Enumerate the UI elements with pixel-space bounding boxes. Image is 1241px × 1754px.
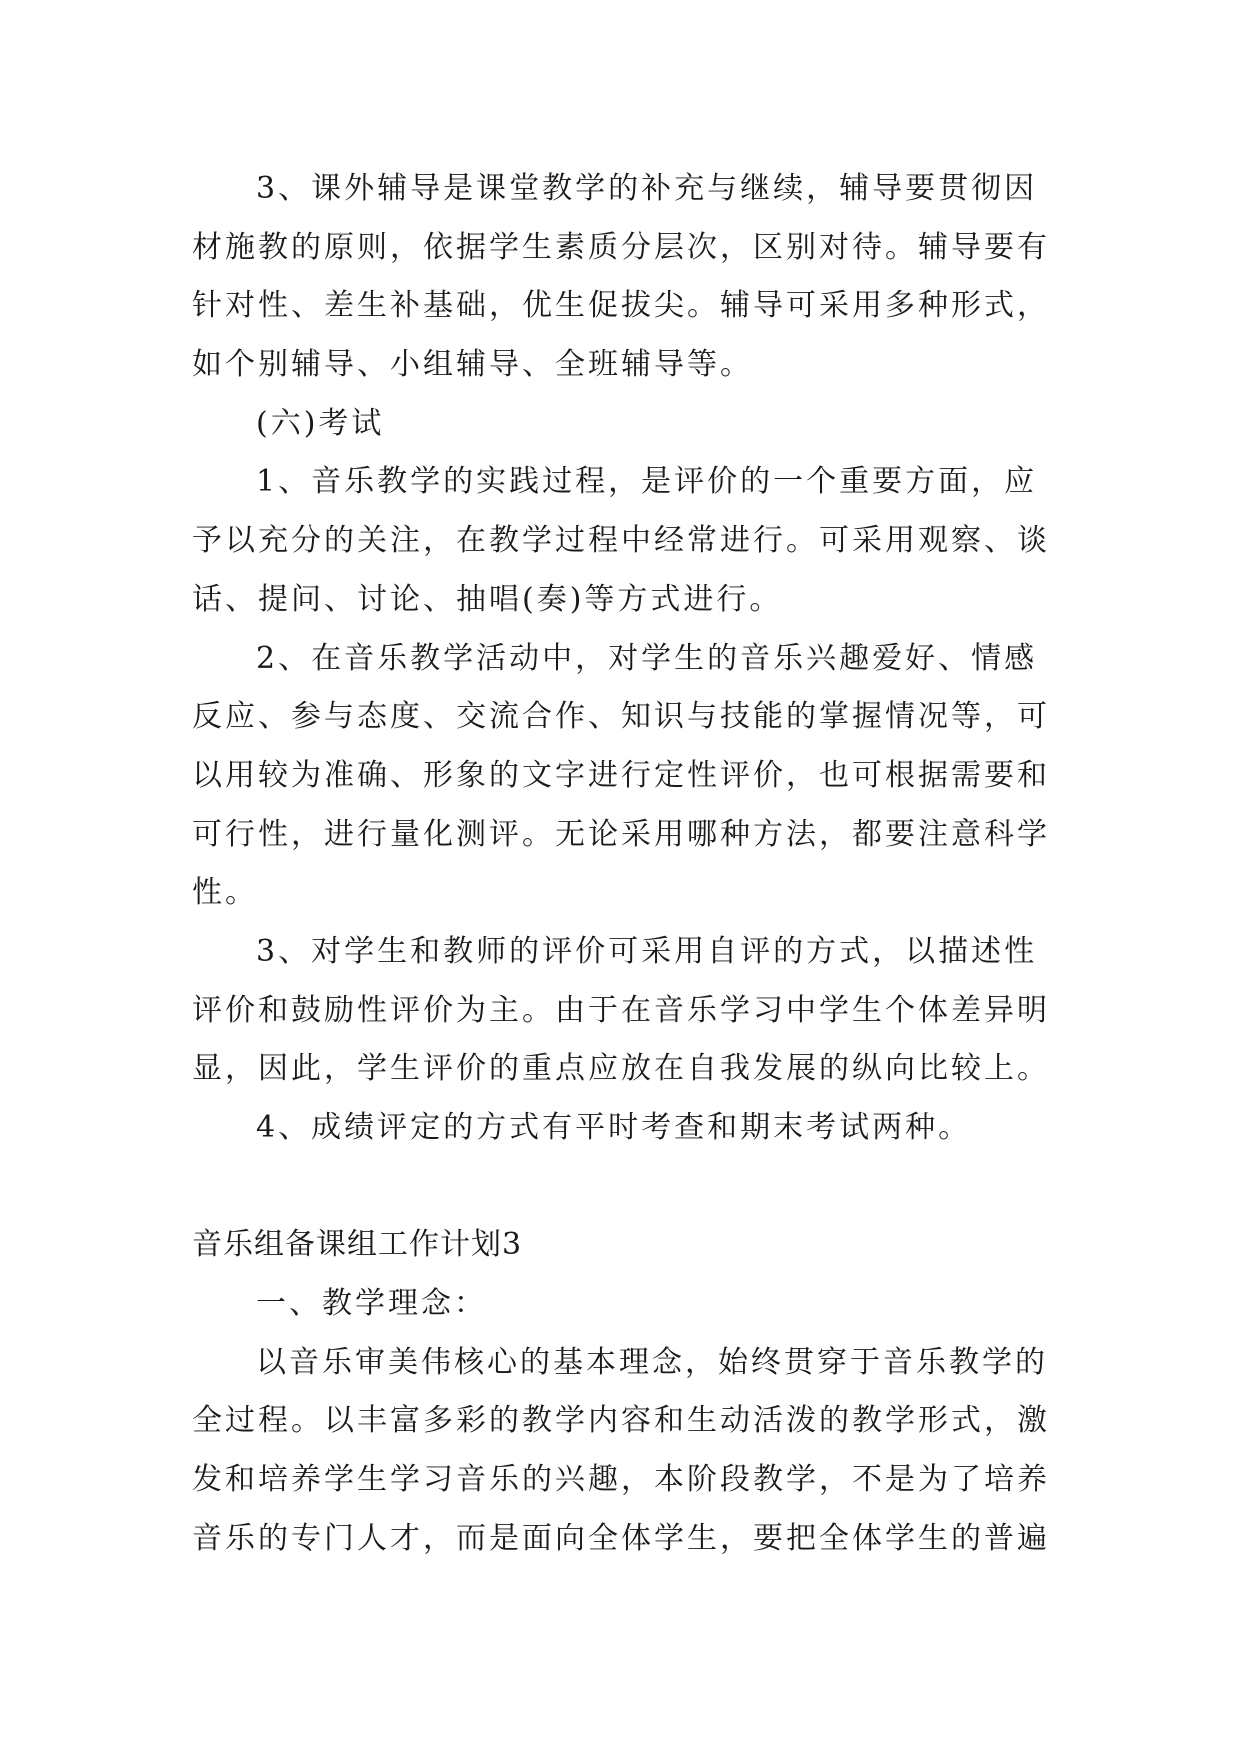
paragraph-line: 全过程。以丰富多彩的教学内容和生动活泼的教学形式，激 [192,1403,1050,1439]
document-page [192,160,1072,1569]
paragraph-line: 反应、参与态度、交流合作、知识与技能的掌握情况等，可 [192,699,1050,735]
section-heading: (六)考试 [256,405,385,441]
paragraph-line: 如个别辅导、小组辅导、全班辅导等。 [192,347,753,383]
paragraph-line: 4、成绩评定的方式有平时考查和期末考试两种。 [256,1110,972,1145]
paragraph-line: 显，因此，学生评价的重点应放在自我发展的纵向比较上。 [192,1051,1050,1087]
blank-line [192,1158,1072,1217]
paragraph-line: 音乐的专门人才，而是面向全体学生，要把全体学生的普遍 [192,1520,1050,1556]
paragraph-line: 3、对学生和教师的评价可采用自评的方式，以描述性 [256,933,1038,969]
paragraph-line: 评价和鼓励性评价为主。由于在音乐学习中学生个体差异明 [192,992,1050,1028]
document-title: 音乐组备课组工作计划3 [192,1227,523,1263]
paragraph-line: 予以充分的关注，在教学过程中经常进行。可采用观察、谈 [192,523,1050,559]
paragraph-line: 1、音乐教学的实践过程，是评价的一个重要方面，应 [256,464,1038,500]
paragraph-line: 针对性、差生补基础，优生促拔尖。辅导可采用多种形式， [192,288,1050,324]
paragraph-line: 材施教的原则，依据学生素质分层次，区别对待。辅导要有 [192,229,1050,265]
paragraph-line: 性。 [192,875,258,911]
section-heading: 一、教学理念： [256,1286,487,1322]
paragraph-line: 话、提问、讨论、抽唱(奏)等方式进行。 [192,581,783,617]
paragraph-line: 以音乐审美伟核心的基本理念，始终贯穿于音乐教学的 [256,1344,1048,1380]
paragraph-line: 以用较为准确、形象的文字进行定性评价，也可根据需要和 [192,757,1050,793]
paragraph-line: 2、在音乐教学活动中，对学生的音乐兴趣爱好、情感 [256,640,1038,676]
paragraph-line: 发和培养学生学习音乐的兴趣，本阶段教学，不是为了培养 [192,1462,1050,1498]
paragraph-line: 3、课外辅导是课堂教学的补充与继续，辅导要贯彻因 [256,171,1038,206]
paragraph-line: 可行性，进行量化测评。无论采用哪种方法，都要注意科学 [192,816,1050,852]
